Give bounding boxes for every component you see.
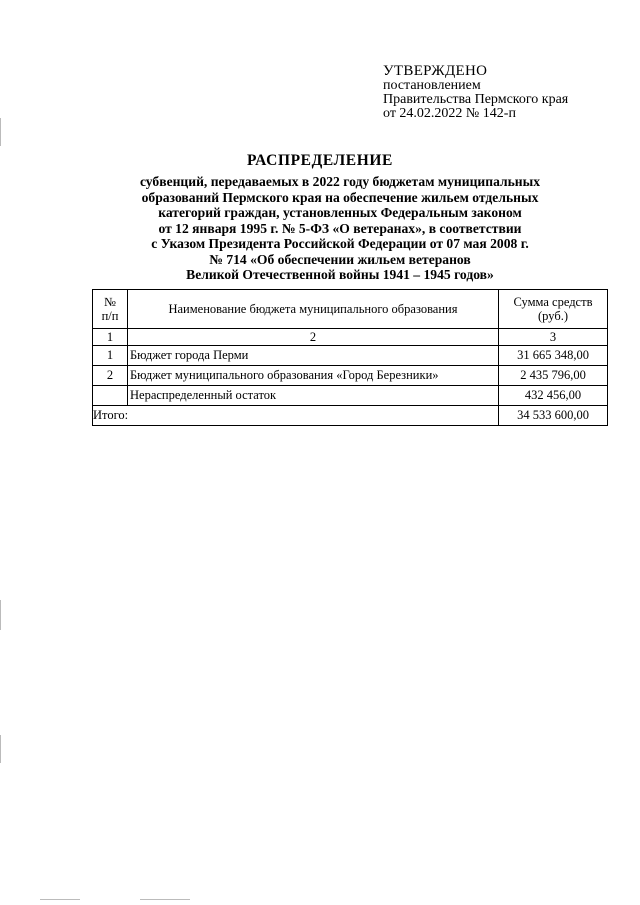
header-sum-line1: Сумма средств bbox=[513, 295, 593, 309]
approval-heading: УТВЕРЖДЕНО bbox=[383, 63, 488, 79]
row-name: Бюджет города Перми bbox=[128, 346, 499, 366]
subtitle-line: субвенций, передаваемых в 2022 году бюджетам муниципальных bbox=[139, 174, 541, 189]
subtitle-line: с Указом Президента Российской Федерации от 07 мая 2008 г. bbox=[151, 236, 529, 251]
approval-line-1: постановлением bbox=[383, 78, 481, 93]
subtitle-line: категорий граждан, установленных Федеральным законом bbox=[158, 205, 522, 220]
column-number: 1 bbox=[93, 329, 128, 346]
subtitle-line: № 714 «Об обеспечении жильем ветеранов bbox=[209, 251, 471, 267]
scan-edge-mark bbox=[0, 118, 1, 146]
table-row bbox=[93, 386, 608, 406]
column-number-row bbox=[93, 329, 608, 346]
row-name: Нераспределенный остаток bbox=[128, 386, 499, 406]
header-num-line2: п/п bbox=[101, 309, 119, 323]
row-sum: 31 665 348,00 bbox=[499, 346, 608, 366]
approval-line-2: Правительства Пермского края bbox=[383, 92, 569, 107]
total-row bbox=[93, 406, 608, 426]
total-label: Итого: bbox=[93, 406, 499, 426]
approval-line-3: от 24.02.2022 № 142-п bbox=[383, 106, 516, 121]
subtitle-line: от 12 января 1995 г. № 5-ФЗ «О ветеранах», в соответствии bbox=[158, 220, 522, 236]
row-num: 1 bbox=[93, 346, 128, 366]
table-header-row bbox=[93, 290, 608, 329]
row-sum: 432 456,00 bbox=[499, 386, 608, 406]
header-num-line1: № bbox=[104, 295, 116, 309]
row-num bbox=[93, 386, 128, 406]
total-sum: 34 533 600,00 bbox=[499, 406, 608, 426]
table-row bbox=[93, 366, 608, 386]
scan-edge-mark bbox=[0, 600, 1, 630]
subtitle-line: образований Пермского края на обеспечение жильем отдельных bbox=[141, 189, 539, 205]
distribution-table bbox=[92, 289, 608, 426]
approval-stamp bbox=[383, 63, 623, 121]
header-sum bbox=[499, 290, 608, 329]
row-sum: 2 435 796,00 bbox=[499, 366, 608, 386]
row-num: 2 bbox=[93, 366, 128, 386]
header-sum-line2: (руб.) bbox=[538, 309, 568, 323]
document-subtitle bbox=[60, 174, 620, 283]
scan-edge-mark bbox=[0, 735, 1, 763]
scan-edge-mark bbox=[140, 899, 190, 900]
row-name: Бюджет муниципального образования «Город Березники» bbox=[128, 366, 499, 386]
column-number: 3 bbox=[499, 329, 608, 346]
column-number: 2 bbox=[128, 329, 499, 346]
scan-edge-mark bbox=[40, 899, 80, 900]
subtitle-line: Великой Отечественной войны 1941 – 1945 годов» bbox=[186, 267, 494, 282]
table-row bbox=[93, 346, 608, 366]
header-name: Наименование бюджета муниципального образования bbox=[128, 290, 499, 329]
document-title: РАСПРЕДЕЛЕНИЕ bbox=[247, 152, 393, 169]
header-num bbox=[93, 290, 128, 329]
